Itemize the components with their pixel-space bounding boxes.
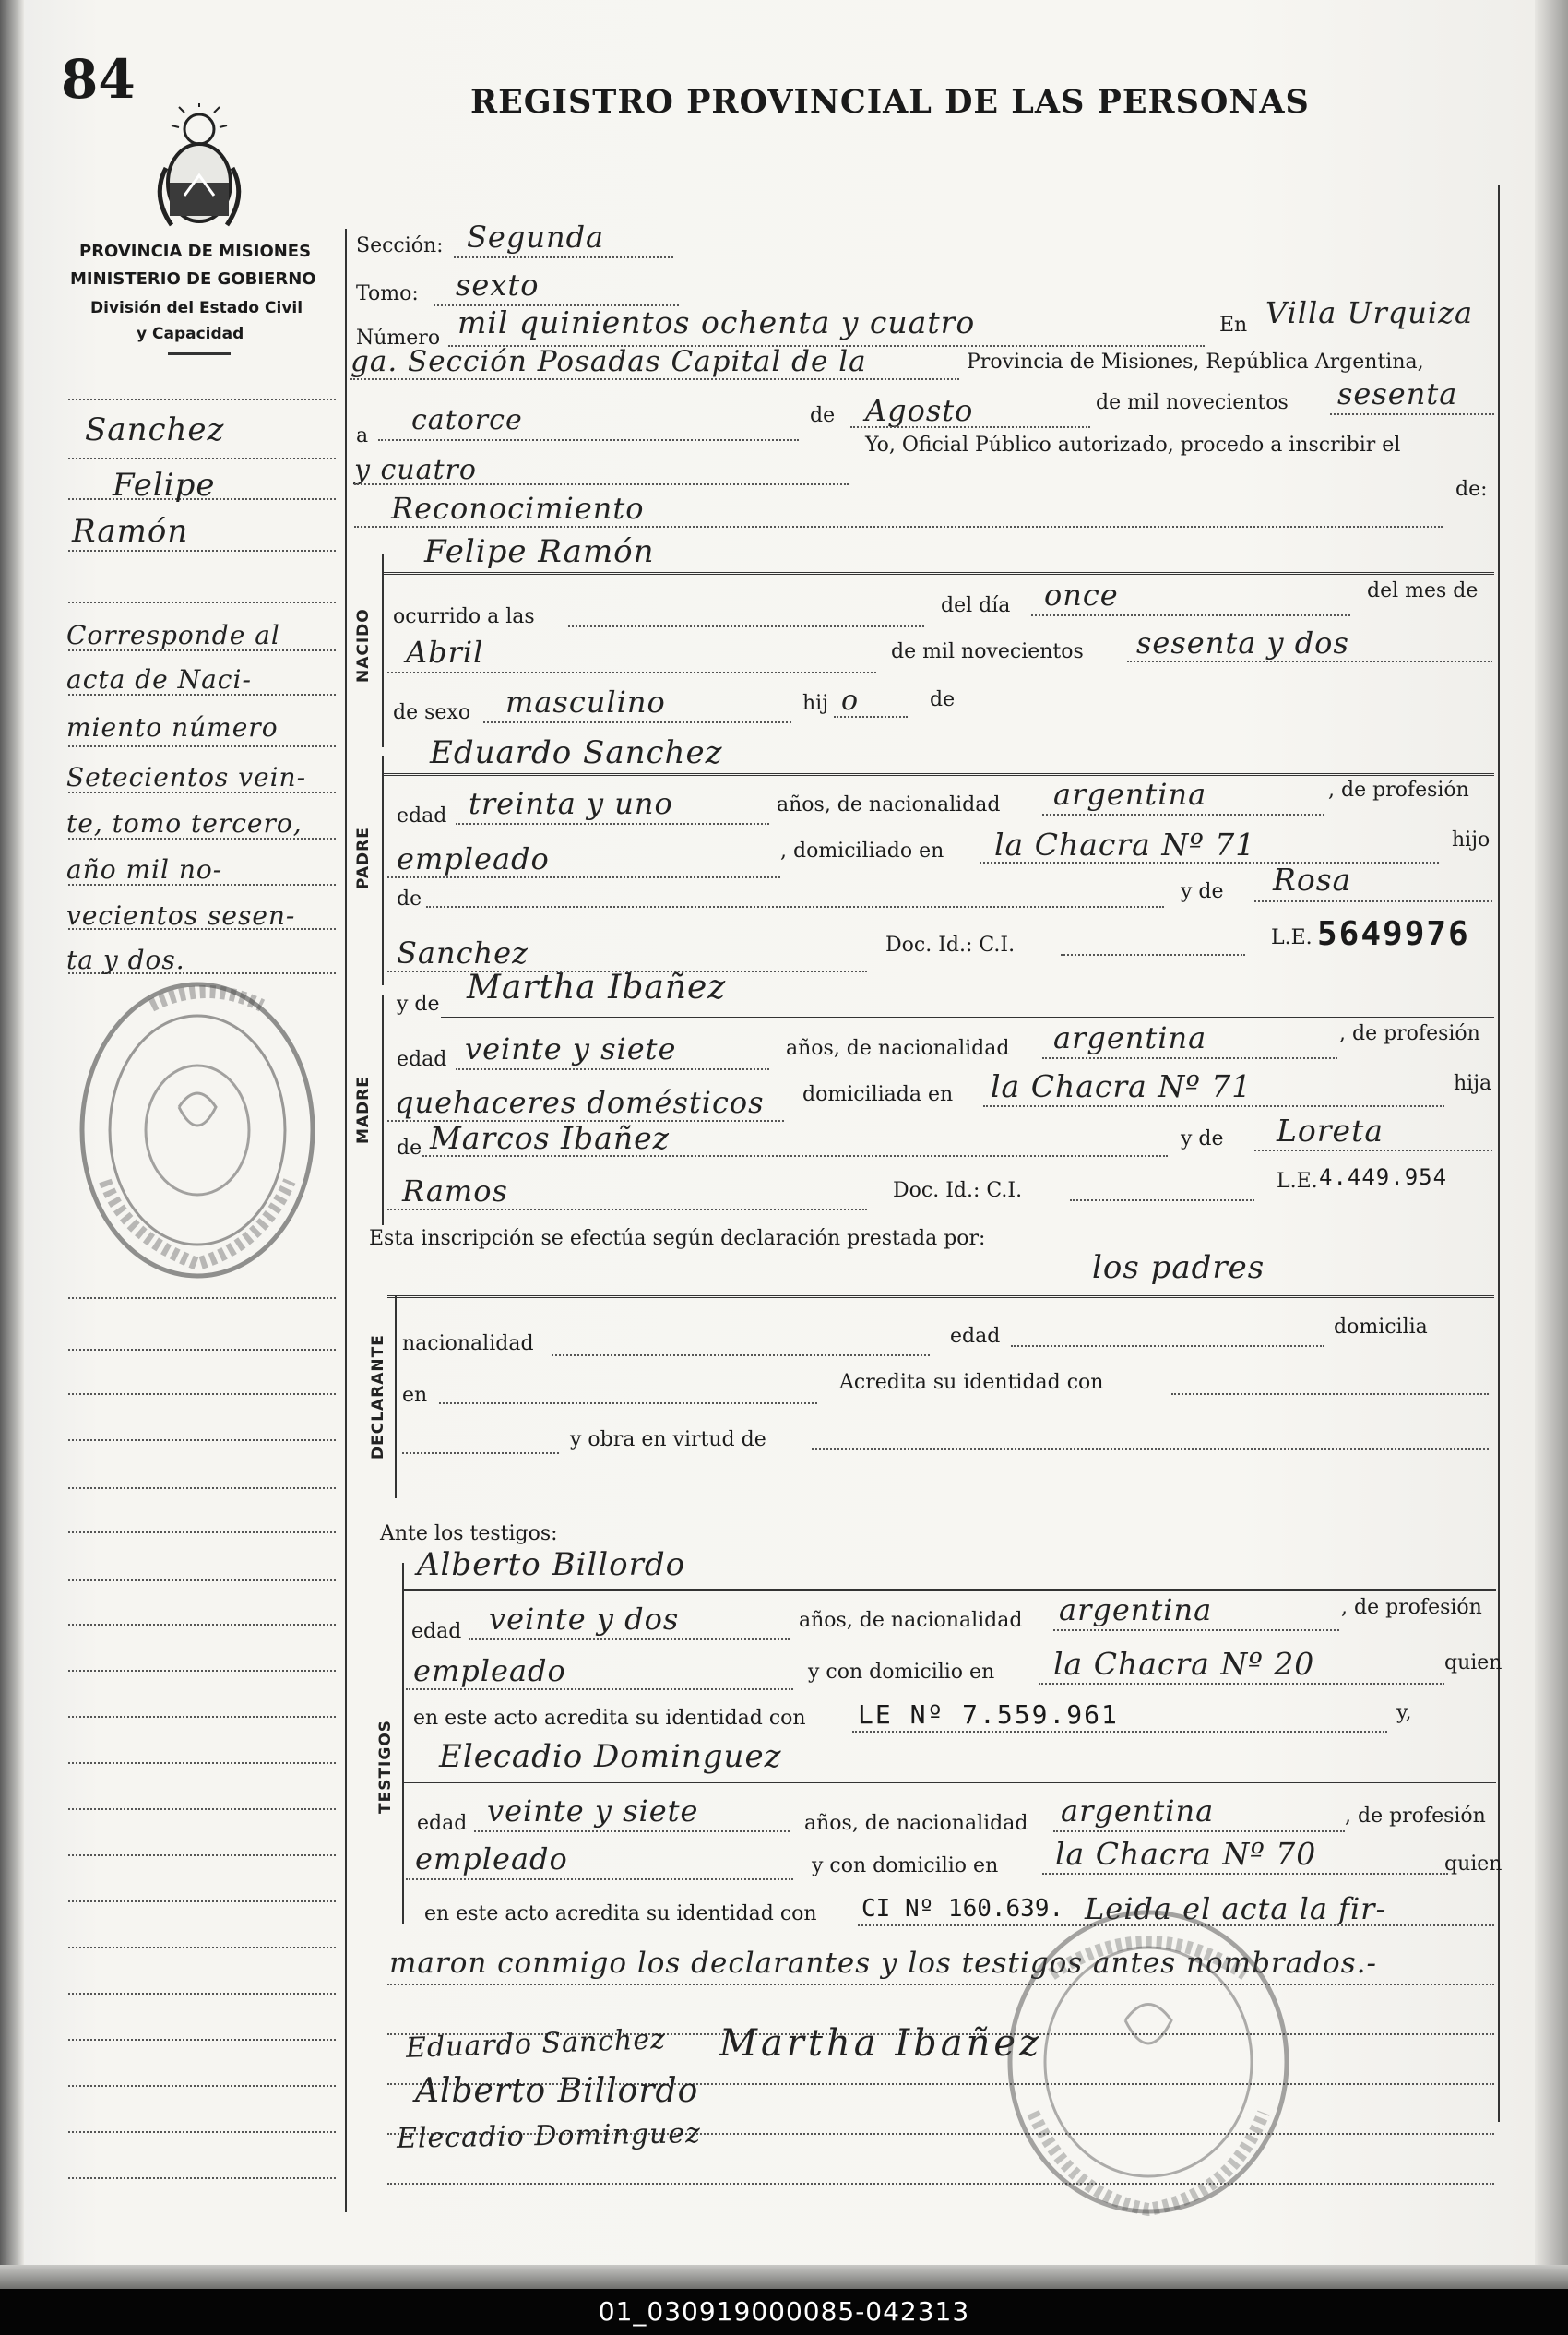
madre-madre-de: Loreta	[1277, 1113, 1384, 1149]
agency-capacity: y Capacidad	[137, 325, 244, 343]
hijo-suffix: o	[841, 685, 860, 717]
oficial-text: Yo, Oficial Público autorizado, procedo a inscribir el	[865, 434, 1401, 457]
provincia-text: Provincia de Misiones, República Argentina,	[967, 351, 1424, 374]
declarante-por: los padres	[1092, 1249, 1265, 1286]
madre-dom-line	[983, 1105, 1444, 1107]
page-number: 84	[61, 48, 136, 111]
seccion-value: Segunda	[467, 220, 605, 255]
testigo1-doc: LE Nº 7.559.961	[858, 1699, 1119, 1730]
declarante-rule	[395, 1295, 397, 1498]
testigo2-doc: CI Nº 160.639.	[861, 1895, 1064, 1923]
anio-value: sesenta	[1337, 376, 1458, 411]
seccion-line	[454, 256, 673, 258]
page-edge-bottom	[0, 2265, 1568, 2289]
signature-witness-2: Elecadio Dominguez	[396, 2117, 702, 2155]
madre-madre-de-cont: Ramos	[402, 1173, 508, 1209]
page-title: REGISTRO PROVINCIAL DE LAS PERSONAS	[470, 83, 1310, 121]
padre-profesion: empleado	[397, 841, 550, 876]
padre-hijo-label: hijo	[1452, 828, 1491, 852]
testigo2-prof-line	[406, 1878, 793, 1880]
padre-prof-label: , de profesión	[1328, 779, 1469, 802]
declarante-en-label: en	[402, 1384, 428, 1407]
signature-witness-1: Alberto Billordo	[415, 2072, 699, 2110]
padre-prof-line	[387, 876, 780, 878]
margin-note-line: vecientos sesen-	[66, 900, 296, 931]
closing-line-5	[387, 2183, 1494, 2185]
declarante-en-line	[439, 1402, 817, 1404]
padre-madre-de: Rosa	[1273, 862, 1352, 898]
nacido-anio-line	[1127, 661, 1492, 662]
testigo1-dom-line	[1039, 1683, 1444, 1685]
testigo2-edad: veinte y siete	[487, 1793, 699, 1829]
testigo2-dom: la Chacra Nº 70	[1055, 1836, 1317, 1872]
de-colon-label: de:	[1455, 478, 1488, 501]
testigo1-prof: empleado	[413, 1653, 566, 1688]
padre-nacionalidad: argentina	[1053, 777, 1207, 812]
testigo2-edad-line	[474, 1830, 790, 1832]
padre-dom-line	[980, 862, 1439, 864]
declarante-obra-label: y obra en virtud de	[570, 1428, 766, 1451]
hijo-de-label: de	[930, 688, 956, 711]
declarante-extra-line	[402, 1452, 559, 1454]
margin-note-line: año mil no-	[66, 854, 223, 885]
margin-note-line: acta de Naci-	[66, 664, 252, 695]
section-label-testigos: TESTIGOS	[376, 1719, 395, 1814]
declarante-edad-label: edad	[950, 1325, 1001, 1348]
declarante-acredita-label: Acredita su identidad con	[839, 1371, 1104, 1394]
lugar-continued: ga. Sección Posadas Capital de la	[350, 345, 867, 378]
madre-nombre: Martha Ibañez	[467, 969, 727, 1007]
madre-doc-line	[1070, 1199, 1254, 1201]
madre-le-number: 4.449.954	[1319, 1164, 1448, 1190]
declarante-acredita-line	[1171, 1393, 1489, 1395]
padre-le-label: L.E.	[1271, 926, 1313, 949]
testigo1-nac: argentina	[1059, 1592, 1213, 1627]
testigo2-quien-label: quien	[1444, 1853, 1503, 1876]
seccion-label: Sección:	[356, 234, 444, 257]
hijo-label: hij	[802, 692, 829, 715]
padre-y-de-label: y de	[1181, 880, 1224, 903]
testigo2-nac-label: años, de nacionalidad	[804, 1812, 1028, 1835]
hijo-line	[834, 716, 908, 718]
padre-edad: treinta y uno	[469, 786, 673, 821]
madre-y-de-label2: y de	[1181, 1127, 1224, 1150]
section-label-madre: MADRE	[354, 1076, 373, 1144]
closing-line-1	[387, 1984, 1494, 1985]
a-label: a	[356, 424, 369, 447]
padre-doc-label: Doc. Id.: C.I.	[885, 934, 1016, 957]
madre-padre-de: Marcos Ibañez	[430, 1120, 671, 1156]
page-edge-right	[1535, 0, 1568, 2288]
dia-value: catorce	[411, 404, 523, 436]
sexo-line	[483, 721, 791, 723]
mes-line	[850, 426, 1090, 428]
padre-padre-line	[426, 906, 1164, 908]
tipo-line	[354, 526, 1443, 528]
form-left-rule	[345, 229, 347, 2212]
madre-madre-cont-line	[387, 1209, 867, 1210]
testigo1-y-label: y,	[1396, 1701, 1412, 1724]
margin-stamp-icon	[68, 969, 327, 1301]
madre-prof-label: , de profesión	[1339, 1022, 1480, 1045]
ocurrido-label: ocurrido a las	[393, 605, 535, 628]
margin-note-line: Corresponde al	[66, 620, 280, 650]
padre-doc-line	[1061, 954, 1245, 956]
testigo2-dom-line	[1042, 1873, 1448, 1875]
en-label: En	[1219, 314, 1248, 337]
footer-code: 01_030919000085-042313	[598, 2296, 970, 2327]
declarante-intro: Esta inscripción se efectúa según declaración prestada por:	[369, 1227, 986, 1250]
madre-nacionalidad: argentina	[1053, 1020, 1207, 1055]
testigo2-prof: empleado	[415, 1841, 568, 1876]
testigos-rule	[402, 1563, 404, 1924]
testigo2-acto-label: en este acto acredita su identidad con	[424, 1902, 817, 1925]
testigo1-nac-label: años, de nacionalidad	[799, 1609, 1023, 1632]
testigo1-dom: la Chacra Nº 20	[1053, 1646, 1315, 1682]
del-mes-label: del mes de	[1367, 579, 1479, 602]
testigo1-quien-label: quien	[1444, 1651, 1503, 1674]
testigos-intro: Ante los testigos:	[380, 1522, 558, 1545]
madre-padre-line	[422, 1155, 1168, 1157]
testigo1-doc-line	[852, 1731, 1387, 1733]
testigo2-nac: argentina	[1061, 1793, 1215, 1829]
declarante-por-line	[387, 1295, 1494, 1298]
nacido-nombre-line	[382, 572, 1494, 575]
dia-line	[378, 439, 799, 441]
testigo2-nombre-line	[402, 1781, 1496, 1783]
padre-rule	[382, 756, 384, 985]
numero-value: mil quinientos ochenta y cuatro	[457, 304, 976, 340]
anio-label: de mil novecientos	[1096, 391, 1289, 414]
margin-note-line: te, tomo tercero,	[66, 808, 303, 839]
anio-line	[1330, 413, 1494, 415]
padre-edad-label: edad	[397, 804, 447, 828]
margin-given-name-2: Ramón	[72, 513, 189, 550]
leida-continued: maron conmigo los declarantes y los testigos antes nombrados.-	[389, 1947, 1377, 1980]
madre-domicilio: la Chacra Nº 71	[991, 1068, 1253, 1104]
testigo1-prof-label: , de profesión	[1341, 1596, 1482, 1619]
lugar-line	[350, 378, 959, 380]
margin-given-name-1: Felipe	[113, 467, 216, 504]
madre-dom-label: domiciliada en	[802, 1083, 954, 1106]
testigo2-edad-label: edad	[417, 1812, 468, 1835]
coat-of-arms-icon	[148, 103, 251, 234]
madre-le-label: L.E.	[1277, 1170, 1318, 1193]
padre-de-label: de	[397, 888, 422, 911]
mes-value: Agosto	[865, 393, 974, 428]
numero-label: Número	[356, 327, 441, 350]
madre-de-label: de	[397, 1137, 422, 1160]
hora-line	[568, 625, 924, 627]
declarante-edad-line	[1011, 1345, 1324, 1347]
nacido-rule	[382, 554, 384, 747]
testigo1-acto-label: en este acto acredita su identidad con	[413, 1707, 806, 1730]
official-stamp-icon	[996, 1900, 1301, 2223]
tomo-label: Tomo:	[356, 282, 419, 305]
nacido-anio-label: de mil novecientos	[891, 640, 1084, 663]
nacido-dia: once	[1044, 578, 1119, 613]
madre-profesion: quehaceres domésticos	[395, 1085, 765, 1120]
signature-mother: Martha Ibañez	[719, 2022, 1043, 2065]
lugar-value: Villa Urquiza	[1265, 295, 1474, 330]
agency-division: División del Estado Civil	[90, 299, 303, 317]
sexo-value: masculino	[505, 685, 666, 720]
section-label-declarante: DECLARANTE	[369, 1334, 387, 1459]
agency-ministry: MINISTERIO DE GOBIERNO	[70, 269, 316, 289]
testigo1-nombre-line	[402, 1589, 1496, 1591]
margin-note-line: miento número	[66, 712, 279, 743]
padre-edad-line	[456, 823, 769, 825]
testigo2-prof-label: , de profesión	[1345, 1805, 1486, 1828]
testigo1-edad-line	[469, 1638, 790, 1640]
testigo1-dom-label: y con domicilio en	[808, 1661, 995, 1684]
testigo2-dom-label: y con domicilio en	[812, 1854, 999, 1877]
sexo-label: de sexo	[393, 701, 471, 724]
agency-province: PROVINCIA DE MISIONES	[79, 242, 312, 261]
padre-madre-line	[1254, 900, 1492, 902]
section-label-padre: PADRE	[354, 827, 373, 889]
nacido-dia-line	[1031, 614, 1350, 616]
padre-nac-line	[1042, 814, 1324, 816]
nacido-anio: sesenta y dos	[1136, 625, 1349, 661]
agency-underline	[168, 352, 231, 355]
testigo1-edad: veinte y dos	[489, 1602, 680, 1637]
margin-surname: Sanchez	[85, 411, 225, 448]
declarante-nac-line	[552, 1354, 930, 1356]
testigo2-nombre: Elecadio Dominguez	[439, 1738, 782, 1775]
madre-nac-label: años, de nacionalidad	[786, 1037, 1010, 1060]
testigo1-nombre: Alberto Billordo	[417, 1546, 686, 1583]
tomo-value: sexto	[456, 268, 540, 303]
tipo-value: Reconocimiento	[391, 491, 645, 526]
form-right-rule	[1498, 185, 1500, 2122]
padre-nac-label: años, de nacionalidad	[777, 793, 1001, 816]
book-binding-edge	[0, 0, 24, 2288]
anio-continued: y cuatro	[354, 454, 477, 486]
madre-hija-label: hija	[1454, 1072, 1492, 1095]
padre-nombre: Eduardo Sanchez	[430, 734, 723, 771]
signature-father: Eduardo Sanchez	[405, 2023, 667, 2065]
madre-edad: veinte y siete	[465, 1031, 677, 1066]
nacido-mes-line	[387, 672, 876, 673]
madre-nombre-line	[441, 1017, 1494, 1019]
madre-y-de-label: y de	[397, 993, 440, 1016]
madre-rule	[382, 995, 384, 1225]
mes-de-label: de	[810, 404, 836, 427]
leida-text: Leida el acta la fir-	[1085, 1891, 1387, 1926]
del-dia-label: del día	[941, 594, 1011, 617]
madre-edad-label: edad	[397, 1048, 447, 1071]
madre-madre-line	[1254, 1150, 1492, 1151]
padre-dom-label: , domiciliado en	[780, 840, 944, 863]
margin-note-line: ta y dos.	[66, 945, 185, 975]
testigo1-nac-line	[1053, 1629, 1339, 1631]
padre-nombre-line	[382, 773, 1494, 776]
testigo2-nac-line	[1053, 1830, 1345, 1832]
declarante-nac-label: nacionalidad	[402, 1332, 534, 1355]
padre-madre-de-cont: Sanchez	[397, 935, 529, 971]
margin-note-line: Setecientos vein-	[66, 762, 307, 792]
padre-domicilio: la Chacra Nº 71	[994, 827, 1256, 863]
testigo1-edad-label: edad	[411, 1620, 462, 1643]
madre-nac-line	[1042, 1057, 1337, 1059]
padre-le-number: 5649976	[1317, 915, 1470, 953]
section-label-nacido: NACIDO	[354, 608, 373, 683]
madre-edad-line	[456, 1068, 769, 1070]
nacido-nombre: Felipe Ramón	[424, 533, 655, 570]
madre-doc-label: Doc. Id.: C.I.	[893, 1179, 1023, 1202]
declarante-dom-label: domicilia	[1334, 1316, 1428, 1339]
testigo1-prof-line	[406, 1688, 793, 1690]
anio-cont-line	[354, 483, 849, 485]
declarante-obra-line	[812, 1448, 1489, 1450]
nacido-mes: Abril	[406, 635, 484, 670]
